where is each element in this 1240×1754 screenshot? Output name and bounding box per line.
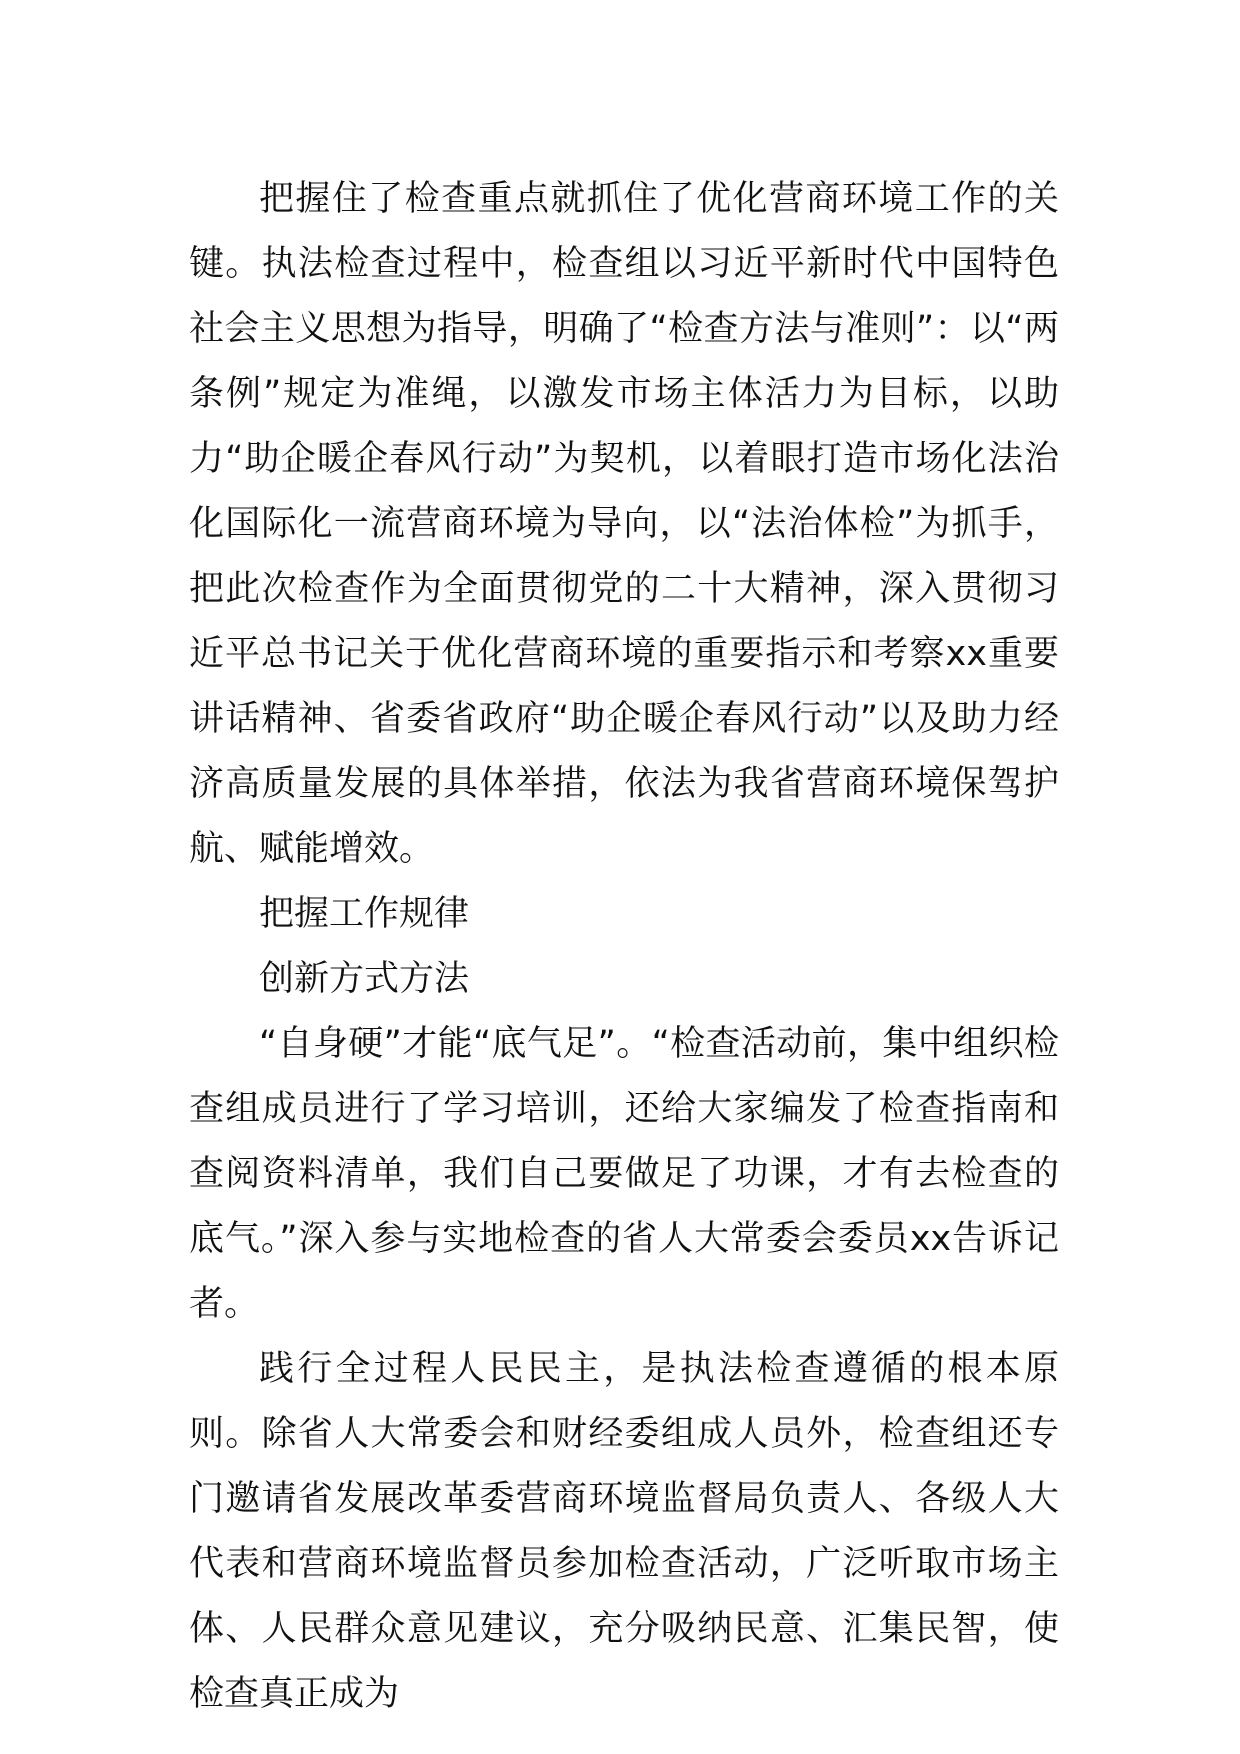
paragraph-self-discipline: “自身硬”才能“底气足”。“检查活动前，集中组织检查组成员进行了学习培训，还给大家编发了检查指南和查阅资料清单，我们自己要做足了功课，才有去检查的底气。”深入参与实地检查的省人大常委会委员xx告诉记者。: [189, 1024, 1059, 1324]
document-body: [189, 167, 1059, 1727]
paragraph-inspection-focus: 把握住了检查重点就抓住了优化营商环境工作的关键。执法检查过程中，检查组以习近平新时代中国特色社会主义思想为指导，明确了“检查方法与准则”：以“两条例”规定为准绳，以激发市场主体活力为目标，以助力“助企暖企春风行动”为契机，以着眼打造市场化法治化国际化一流营商环境为导向，以“法治体检”为抓手，把此次检查作为全面贯彻党的二十大精神，深入贯彻习近平总书记关于优化营商环境的重要指示和考察xx重要讲话精神、省委省政府“助企暖企春风行动”以及助力经济高质量发展的具体举措，依法为我省营商环境保驾护航、赋能增效。: [189, 179, 1059, 869]
paragraph-whole-process-democracy: 践行全过程人民民主，是执法检查遵循的根本原则。除省人大常委会和财经委组成人员外，检查组还专门邀请省发展改革委营商环境监督局负责人、各级人大代表和营商环境监督员参加检查活动，广泛听取市场主体、人民群众意见建议，充分吸纳民意、汇集民智，使检查真正成为: [189, 1349, 1059, 1714]
subheading-grasp-work-rules: 把握工作规律: [259, 894, 470, 934]
subheading-innovate-methods: 创新方式方法: [259, 959, 470, 999]
